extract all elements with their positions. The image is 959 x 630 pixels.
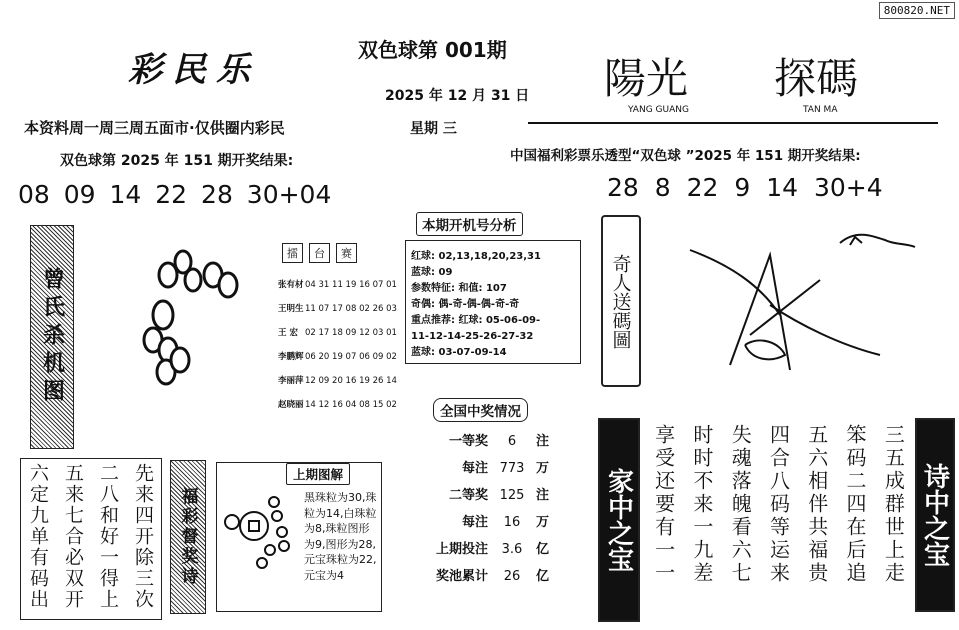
arena-tab: 赛 [336, 243, 357, 263]
zeng-kill-chart-label: 曾氏杀机图 [30, 225, 74, 449]
draw-date: 2025 年 12 月 31 日 [385, 88, 530, 104]
issue-title: 双色球第 001期 [358, 38, 507, 62]
prize-row [420, 482, 570, 509]
prize-unit: 万 [536, 461, 550, 476]
arena-nums: 02 17 18 09 12 03 01 [305, 328, 397, 338]
arena-row [278, 321, 397, 345]
prize-unit: 注 [536, 434, 550, 449]
sketch-illustration [670, 225, 920, 380]
arena-name: 赵晓丽 [278, 400, 304, 410]
coin [225, 515, 239, 529]
weekday: 星期 三 [410, 121, 457, 137]
prize-row [420, 455, 570, 482]
poem-column: 五六相伴共福贵 [804, 424, 829, 585]
coin [269, 497, 279, 507]
arena-nums: 04 31 11 19 16 07 01 [305, 280, 397, 290]
prize-unit: 亿 [536, 542, 550, 557]
prize-row [420, 428, 570, 455]
coin-hole [249, 521, 259, 531]
prize-label: 上期投注 [435, 542, 488, 557]
header-rule [528, 122, 938, 124]
odd-chart-label: 奇人送碼圖 [601, 215, 641, 387]
arena-name: 李丽萍 [278, 376, 304, 386]
arena-tab: 擂 [282, 243, 303, 263]
prize-unit: 万 [536, 515, 550, 530]
analysis-line: 奇偶: 偶-奇-偶-偶-奇-奇 [411, 299, 520, 310]
coin [277, 527, 287, 537]
prize-row [420, 509, 570, 536]
prize-label: 奖池累计 [435, 569, 488, 584]
analysis-line: 重点推荐: 红球: 05-06-09- [411, 315, 541, 326]
arena-row [278, 345, 397, 369]
right-brand-pinyin-right: TAN MA [803, 105, 838, 115]
poem-column: 笨码二四在后追 [843, 424, 868, 585]
prize-label: 每注 [461, 461, 488, 476]
poem-column: 五来七合必双开 [62, 463, 84, 610]
left-result-numbers: 08 09 14 22 28 30+04 [18, 180, 332, 209]
poem-column: 六定九单有码出 [27, 463, 49, 610]
arena-nums: 12 09 20 16 19 26 14 [305, 376, 397, 386]
prize-label: 每注 [461, 515, 488, 530]
analysis-title: 本期开机号分析 [416, 212, 523, 236]
arena-rows [278, 273, 397, 417]
prize-title: 全国中奖情况 [433, 398, 528, 422]
prize-value: 3.6 [501, 542, 523, 557]
left-poem [20, 458, 162, 620]
arena-row [278, 393, 397, 417]
fucai-poem-label: 福彩督奖诗 [170, 460, 206, 614]
arena-row [278, 369, 397, 393]
arena-name: 王明生 [278, 304, 304, 314]
right-poem [645, 424, 913, 619]
poem-column: 二八和好一得上 [97, 463, 119, 610]
prize-value: 16 [503, 515, 521, 530]
poem-column: 先来四开除三次 [132, 463, 154, 610]
bead [185, 269, 201, 291]
prize-unit: 注 [536, 488, 550, 503]
analysis-line: 蓝球: 09 [411, 267, 453, 278]
prize-value: 773 [499, 461, 525, 476]
arena-name: 张有材 [278, 280, 304, 290]
right-brand-right: 探碼 [774, 54, 859, 103]
bead [171, 348, 189, 372]
arena-tab: 台 [309, 243, 330, 263]
poem-column: 享受还要有一一 [651, 424, 676, 585]
left-result-caption: 双色球第 2025 年 151 期开奖结果: [60, 153, 294, 169]
bead [219, 273, 237, 297]
arena-row [278, 273, 397, 297]
analysis-line: 参数特征: 和值: 107 [411, 283, 507, 294]
prize-unit: 亿 [536, 569, 550, 584]
poem-treasure-label: 诗中之宝 [915, 418, 955, 612]
coins-diagram [222, 488, 304, 578]
coin [272, 511, 282, 521]
coin [279, 541, 289, 551]
prize-row [420, 563, 570, 590]
left-brand: 彩民乐 [128, 50, 260, 90]
prize-value: 125 [499, 488, 525, 503]
prize-value: 6 [507, 434, 517, 449]
prize-row [420, 536, 570, 563]
last-solution-text: 黑珠粒为30,珠粒为14,白珠粒为8,珠粒图形为9,图形为28,元宝珠粒为22,元宝为4 [304, 491, 377, 582]
arena-tabs [282, 243, 393, 263]
prize-table [420, 428, 570, 590]
prize-value: 26 [503, 569, 521, 584]
prize-label: 二等奖 [448, 488, 488, 503]
right-result-numbers: 28 8 22 9 14 30+4 [607, 173, 883, 202]
bead [153, 301, 173, 329]
arena-row [278, 297, 397, 321]
poem-column: 失魂落魄看六七 [728, 424, 753, 585]
arena-nums: 11 07 17 08 02 26 03 [305, 304, 397, 314]
notice: 本资料周一周三周五面市·仅供圈内彩民 [24, 119, 285, 137]
right-brand-pinyin-left: YANG GUANG [628, 105, 689, 115]
arena-panel [278, 243, 397, 421]
arena-nums: 14 12 16 04 08 15 02 [305, 400, 397, 410]
coin [257, 558, 267, 568]
arena-name: 王 宏 [278, 328, 298, 338]
beads-diagram [138, 240, 258, 400]
right-brand-left: 陽光 [604, 54, 689, 103]
analysis-box [405, 240, 581, 364]
prize-label: 一等奖 [448, 434, 488, 449]
arena-nums: 06 20 19 07 06 09 02 [305, 352, 397, 362]
poem-column: 四合八码等运来 [766, 424, 791, 585]
analysis-line: 蓝球: 03-07-09-14 [411, 347, 507, 358]
arena-name: 李鹏辉 [278, 352, 304, 362]
last-solution-title: 上期图解 [286, 463, 350, 485]
site-tag: 800820.NET [879, 2, 955, 19]
analysis-line: 红球: 02,13,18,20,23,31 [411, 251, 541, 262]
coin [265, 545, 275, 555]
right-result-caption: 中国福利彩票乐透型“双色球 ”2025 年 151 期开奖结果: [510, 148, 861, 164]
poem-column: 时时不来一九差 [689, 424, 714, 585]
poem-column: 三五成群世上走 [881, 424, 906, 585]
family-treasure-label: 家中之宝 [598, 418, 640, 622]
analysis-line: 11-12-14-25-26-27-32 [411, 331, 534, 342]
